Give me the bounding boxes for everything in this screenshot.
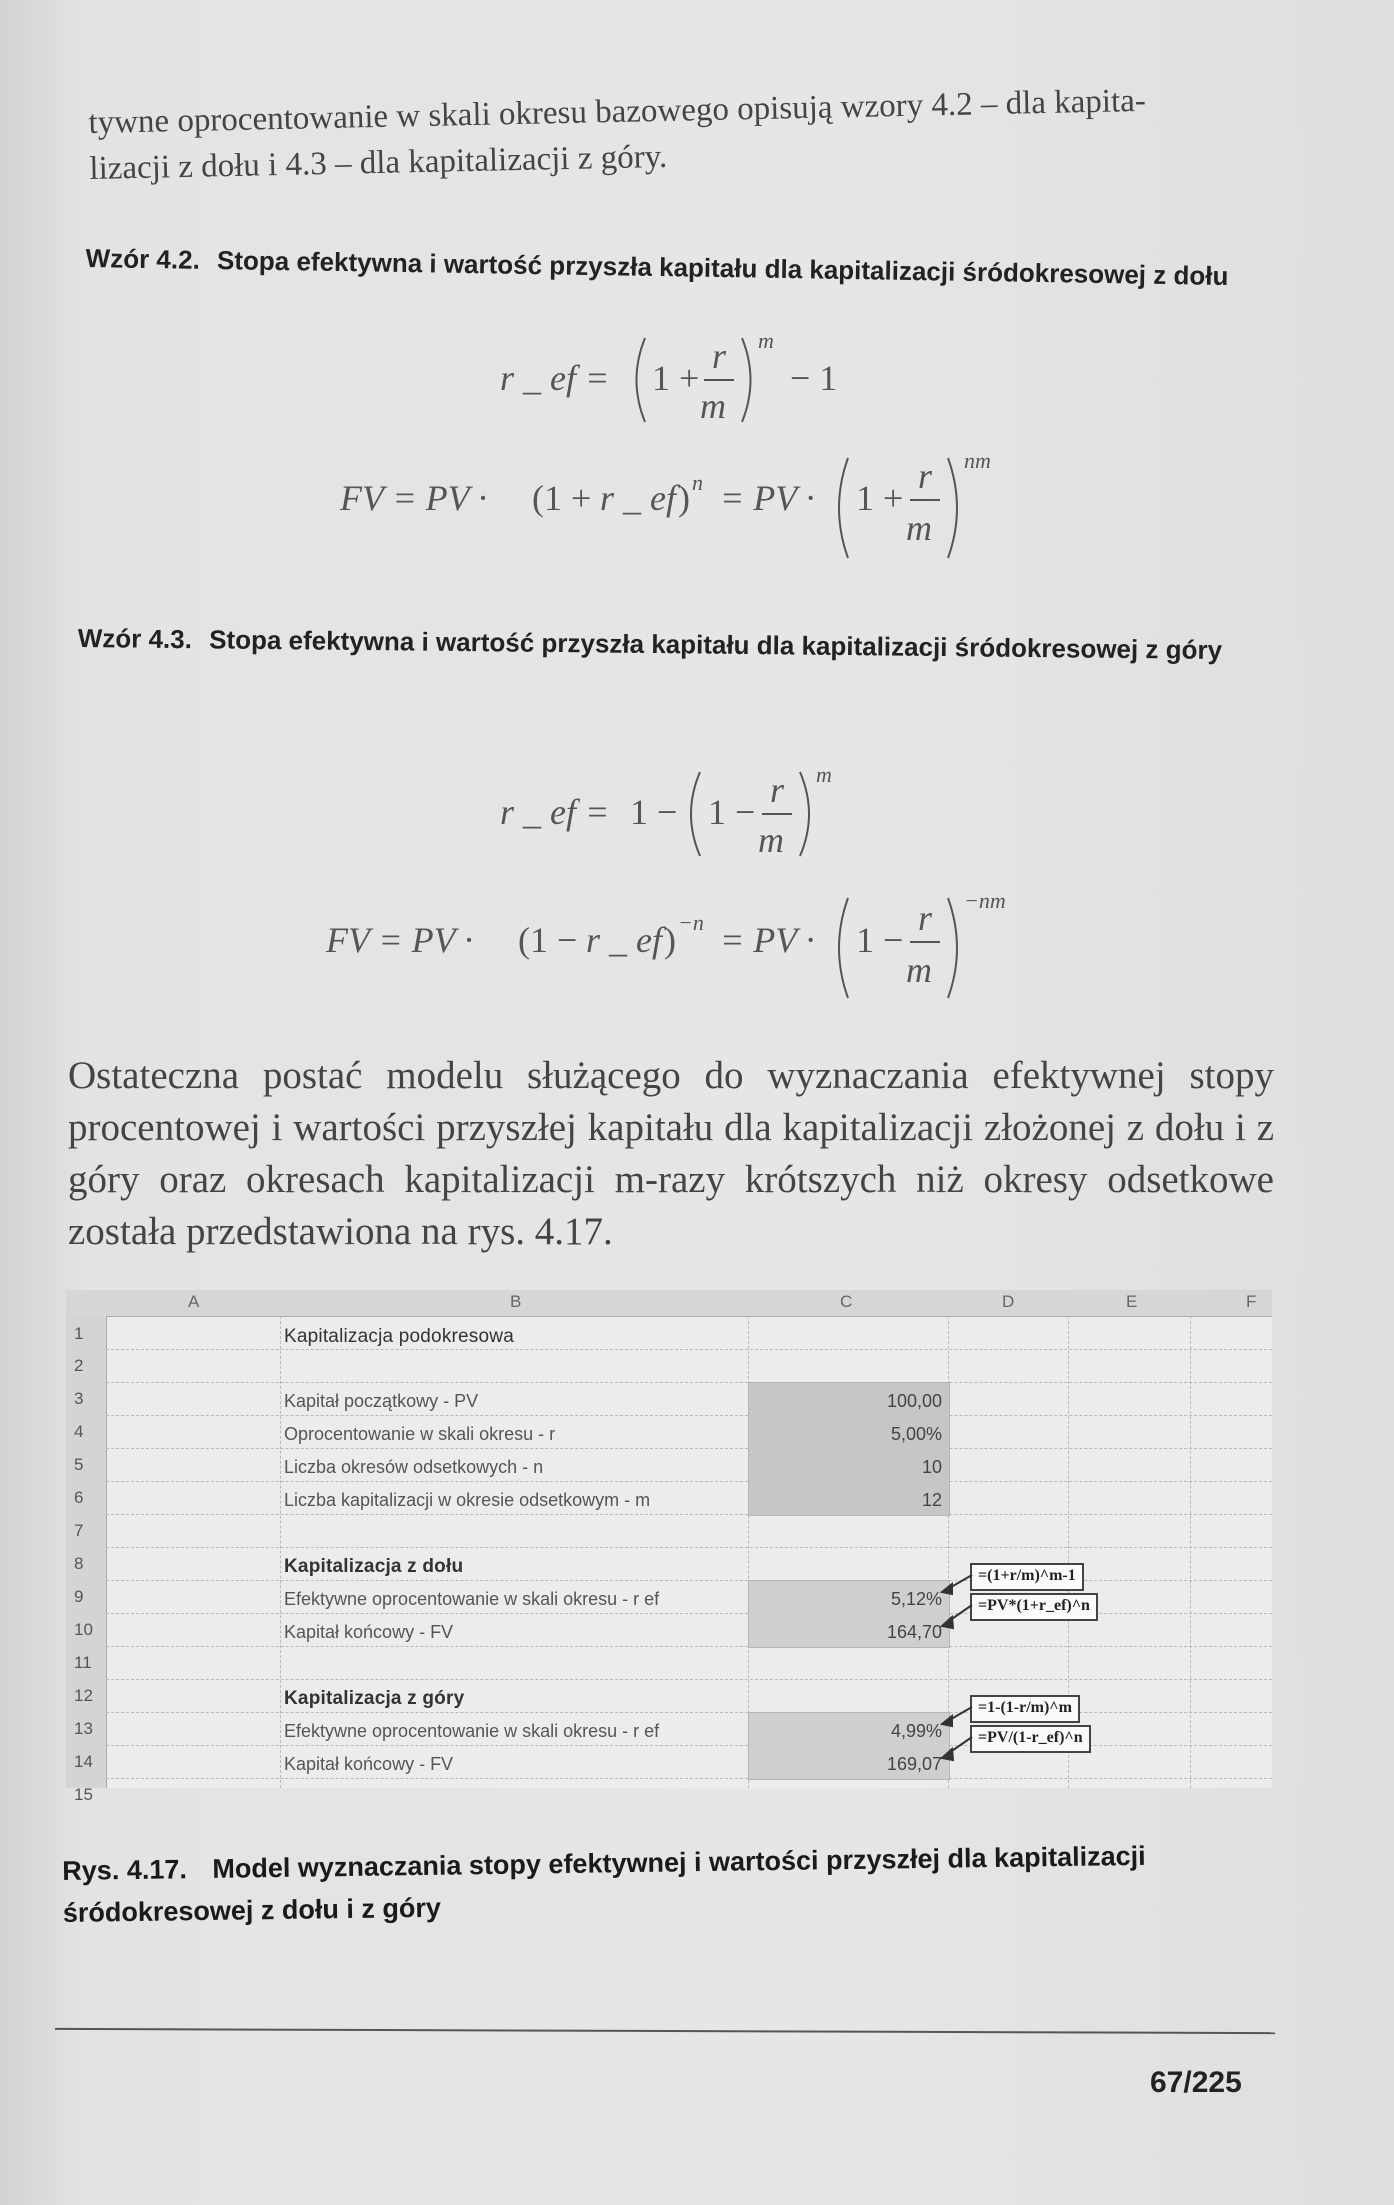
result-value[interactable]: 169,07: [886, 1754, 942, 1774]
sheet-title: Kapitalizacja podokresowa: [284, 1326, 514, 1347]
svg-text:FV = PV ·: FV = PV ·: [326, 920, 473, 960]
input-label: Liczba okresów odsetkowych - n: [284, 1457, 544, 1477]
input-value[interactable]: 12: [921, 1490, 942, 1510]
body-paragraph: Ostateczna postać modelu służącego do wyznaczania efektywnej stopy procentowej i wartości przyszłej kapitału dla kapitalizacji złożonej z dołu i z góry oraz okresach kapitalizacji m-razy krótszych niż okresy odsetkowe została przedstawiona na rys. 4.17.: [68, 1054, 1274, 1253]
row-number: 14: [74, 1752, 93, 1771]
col-header-e: E: [1126, 1292, 1138, 1311]
svg-text:−nm: −nm: [964, 888, 1006, 913]
intro-line-1: tywne oprocentowanie w skali okresu bazowego opisują wzory 4.2 – dla kapita-: [88, 82, 1147, 141]
svg-text:FV = PV ·: FV = PV ·: [340, 478, 487, 518]
callout-arrows: [932, 1560, 976, 1770]
result-value[interactable]: 5,12%: [890, 1589, 942, 1609]
footer-rule: [55, 2028, 1275, 2034]
section-dol-heading: Kapitalizacja z dołu: [284, 1556, 464, 1577]
svg-text:r: r: [918, 898, 933, 938]
row-number: 13: [74, 1719, 93, 1738]
row-number: 1: [74, 1324, 84, 1343]
result-value[interactable]: 164,70: [886, 1622, 942, 1642]
formula-callout: =PV*(1+r_ef)^n: [970, 1593, 1098, 1621]
svg-text:m: m: [816, 762, 832, 787]
input-value[interactable]: 5,00%: [890, 1424, 942, 1444]
row-number: 10: [74, 1620, 93, 1639]
spreadsheet-figure: [66, 1290, 1272, 1804]
col-header-d: D: [1002, 1292, 1015, 1311]
svg-text:− 1: − 1: [790, 358, 838, 398]
svg-text:r: r: [770, 770, 785, 810]
row-number: 3: [74, 1389, 84, 1408]
row-number: 2: [74, 1356, 84, 1375]
row-number: 8: [74, 1554, 84, 1573]
row-number: 11: [74, 1653, 92, 1672]
column-headers: [66, 1290, 1272, 1317]
row-number: 7: [74, 1521, 84, 1540]
formula-4-2-label: Wzór 4.2.: [85, 242, 201, 275]
svg-text:−n: −n: [678, 910, 704, 935]
svg-text:m: m: [906, 508, 932, 548]
input-label: Liczba kapitalizacji w okresie odsetkowym - m: [284, 1490, 651, 1510]
svg-text:m: m: [758, 820, 784, 860]
formula-callout: =(1+r/m)^m-1: [970, 1563, 1084, 1591]
svg-text:1 +: 1 +: [856, 478, 904, 518]
intro-text: [88, 75, 1270, 192]
row-number: 12: [74, 1686, 93, 1705]
formula-4-2-equations: [300, 318, 1060, 580]
svg-text:n: n: [692, 470, 703, 495]
svg-text:(1 +: (1 +: [532, 478, 592, 518]
col-header-a: A: [188, 1292, 200, 1311]
row-number: 4: [74, 1422, 84, 1441]
svg-text:r: r: [918, 456, 933, 496]
figure-caption-text: Model wyznaczania stopy efektywnej i wartości przyszłej dla kapitalizacji śródokresowej z dołu i z góry: [62, 1840, 1146, 1928]
col-header-c: C: [840, 1292, 853, 1311]
formula-4-3-heading: [78, 618, 1278, 671]
col-header-b: B: [510, 1292, 522, 1311]
svg-text:r _ ef: r _ ef: [586, 920, 662, 960]
input-value[interactable]: 100,00: [886, 1391, 942, 1411]
input-value[interactable]: 10: [921, 1457, 942, 1477]
formula-callout: =1-(1-r/m)^m: [970, 1695, 1080, 1723]
input-label: Oprocentowanie w skali okresu - r: [284, 1424, 556, 1444]
input-label: Kapitał początkowy - PV: [284, 1391, 479, 1411]
svg-text:m: m: [906, 950, 932, 990]
svg-text:): ): [678, 478, 690, 518]
svg-text:): ): [664, 920, 676, 960]
svg-text:nm: nm: [964, 448, 991, 473]
formula-4-3-title: Stopa efektywna i wartość przyszła kapitału dla kapitalizacji śródokresowej z góry: [209, 624, 1223, 665]
row-number: 6: [74, 1488, 84, 1507]
intro-line-2: lizacji z dołu i 4.3 – dla kapitalizacji z góry.: [89, 138, 668, 187]
svg-text:r _ ef =: r _ ef =: [500, 358, 610, 398]
svg-text:1 −: 1 −: [856, 920, 904, 960]
svg-text:r: r: [712, 336, 727, 376]
row-number: 15: [74, 1785, 93, 1804]
formula-4-2-title: Stopa efektywna i wartość przyszła kapitału dla kapitalizacji śródokresowej z dołu: [216, 245, 1229, 291]
row-number: 5: [74, 1455, 84, 1474]
row-number: 9: [74, 1587, 84, 1606]
svg-text:r _ ef: r _ ef: [600, 478, 676, 518]
page-number: 67/225: [1150, 2066, 1242, 2099]
formula-4-3-label: Wzór 4.3.: [77, 622, 193, 655]
svg-text:m: m: [758, 328, 774, 353]
figure-caption: [62, 1833, 1283, 1934]
svg-text:= PV ·: = PV ·: [720, 478, 815, 518]
svg-text:1 −: 1 −: [630, 792, 678, 832]
svg-text:1 +: 1 +: [652, 358, 700, 398]
figure-caption-label: Rys. 4.17.: [62, 1854, 188, 1886]
result-label: Kapitał końcowy - FV: [284, 1754, 454, 1774]
result-label: Efektywne oprocentowanie w skali okresu - r ef: [284, 1721, 660, 1741]
section-gora-heading: Kapitalizacja z góry: [284, 1688, 465, 1709]
result-value[interactable]: 4,99%: [890, 1721, 942, 1741]
svg-text:r _ ef =: r _ ef =: [500, 792, 610, 832]
svg-text:= PV ·: = PV ·: [720, 920, 815, 960]
svg-text:(1 −: (1 −: [518, 920, 578, 960]
svg-text:m: m: [700, 386, 726, 426]
formula-4-3-equations: [300, 752, 1060, 1020]
result-label: Efektywne oprocentowanie w skali okresu - r ef: [284, 1589, 660, 1609]
row-headers: [66, 1316, 107, 1804]
formula-callout: =PV/(1-r_ef)^n: [970, 1725, 1091, 1753]
formula-4-2-heading: [85, 238, 1285, 297]
col-header-f: F: [1246, 1292, 1257, 1311]
svg-text:1 −: 1 −: [708, 792, 756, 832]
result-label: Kapitał końcowy - FV: [284, 1622, 454, 1642]
